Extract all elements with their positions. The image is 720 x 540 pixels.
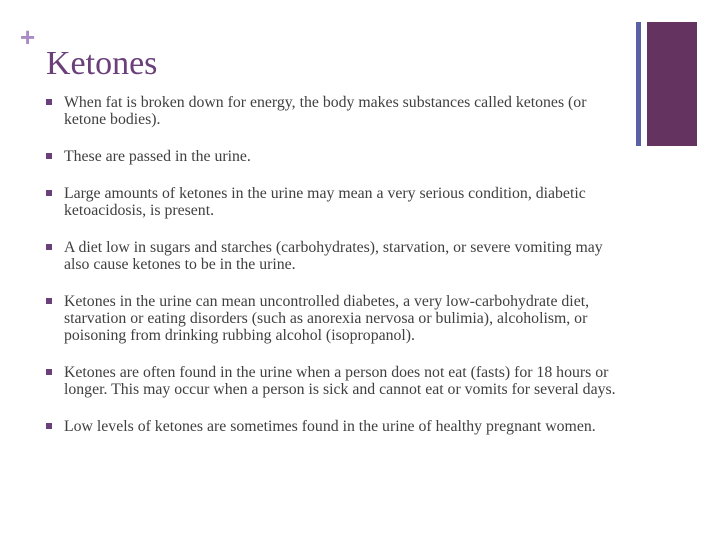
bullet-text: Ketones are often found in the urine when a person does not eat (fasts) for 18 hours or longer. This may occur when a person is sick and cannot eat or vomits for several days. [64,364,616,398]
bullet-text: Large amounts of ketones in the urine may mean a very serious condition, diabetic ketoacidosis, is present. [64,185,586,219]
bullet-text: These are passed in the urine. [64,148,251,165]
bullet-text: A diet low in sugars and starches (carbohydrates), starvation, or severe vomiting may also cause ketones to be in the urine. [64,239,603,273]
plus-icon: + [20,22,36,52]
bullet-item [46,239,626,273]
bullet-text: Low levels of ketones are sometimes found in the urine of healthy pregnant women. [64,418,596,435]
square-bullet-icon [46,153,52,159]
square-bullet-icon [46,369,52,375]
accent-bar-thin [636,22,641,146]
square-bullet-icon [46,190,52,196]
bullet-list [46,94,626,455]
bullet-item [46,94,626,128]
square-bullet-icon [46,298,52,304]
bullet-item [46,185,626,219]
bullet-item [46,418,626,435]
slide-title: Ketones [46,45,158,82]
square-bullet-icon [46,99,52,105]
bullet-item [46,293,626,344]
accent-bar-thick [647,22,697,146]
bullet-item [46,148,626,165]
bullet-text: When fat is broken down for energy, the body makes substances called ketones (or ketone bodies). [64,94,587,128]
square-bullet-icon [46,423,52,429]
square-bullet-icon [46,244,52,250]
bullet-item [46,364,626,398]
bullet-text: Ketones in the urine can mean uncontrolled diabetes, a very low-carbohydrate diet, starvation or eating disorders (such as anorexia nervosa or bulimia), alcoholism, or poisoning from drinking rubbing alcohol (isopropanol). [64,293,590,344]
